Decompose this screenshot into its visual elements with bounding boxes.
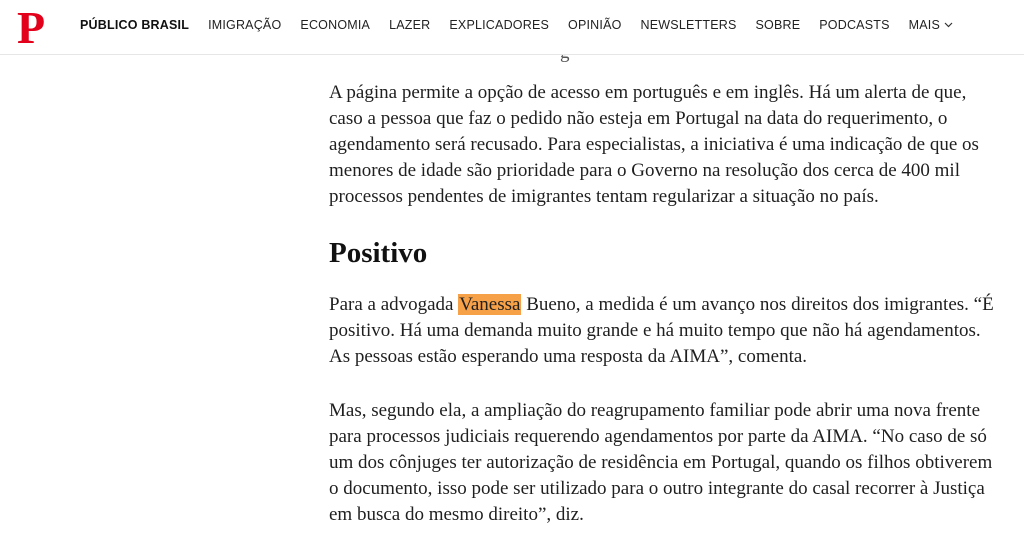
- nav-item-podcasts[interactable]: PODCASTS: [819, 18, 890, 32]
- paragraph-2-rest: Bueno, a medida é um avanço nos direitos dos imigrantes. “É positivo. Há uma demanda muito grande e há muito tempo que não há agendamentos. As pessoas estão esperando uma resposta da AIMA”, comenta.: [329, 294, 994, 367]
- publico-logo[interactable]: [16, 4, 56, 48]
- nav-item-mais-label: MAIS: [908, 18, 941, 32]
- top-navigation-bar: [0, 0, 1024, 55]
- nav-item-newsletters[interactable]: NEWSLETTERS: [640, 18, 737, 32]
- main-nav: [80, 0, 953, 50]
- article-body: [329, 80, 994, 549]
- nav-item-economia[interactable]: ECONOMIA: [300, 18, 371, 32]
- nav-item-lazer[interactable]: LAZER: [389, 18, 431, 32]
- nav-item-mais[interactable]: [909, 18, 953, 32]
- nav-item-sobre[interactable]: SOBRE: [755, 18, 801, 32]
- nav-item-explicadores[interactable]: EXPLICADORES: [449, 18, 550, 32]
- logo-letter: P: [17, 4, 46, 48]
- nav-item-opiniao[interactable]: OPINIÃO: [568, 18, 622, 32]
- nav-item-imigracao[interactable]: IMIGRAÇÃO: [208, 18, 282, 32]
- highlighted-word: Vanessa: [459, 294, 521, 315]
- article-paragraph-2: [329, 292, 994, 370]
- chevron-down-icon: [944, 22, 953, 28]
- article-paragraph-3: Mas, segundo ela, a ampliação do reagrupamento familiar pode abrir uma nova frente para processos judiciais requerendo agendamentos por parte da AIMA. “No caso de só um dos cônjuges ter autorização de residência em Portugal, quando os filhos obtiverem o documento, isso pode ser utilizado para o outro integrante do casal recorrer à Justiça em busca do mesmo direito”, diz.: [329, 400, 993, 525]
- article-paragraph-1: A página permite a opção de acesso em português e em inglês. Há um alerta de que, caso a pessoa que faz o pedido não esteja em Portugal na data do requerimento, o agendamento será recusado. Para especialistas, a iniciativa é uma indicação de que os menores de idade são prioridade para o Governo na resolução dos cerca de 400 mil processos pendentes de imigrantes tentam regularizar a situação no país.: [329, 82, 979, 207]
- section-heading: Positivo: [329, 237, 428, 269]
- nav-item-publico-brasil[interactable]: PÚBLICO BRASIL: [80, 18, 190, 32]
- paragraph-2-start: Para a advogada: [329, 294, 459, 315]
